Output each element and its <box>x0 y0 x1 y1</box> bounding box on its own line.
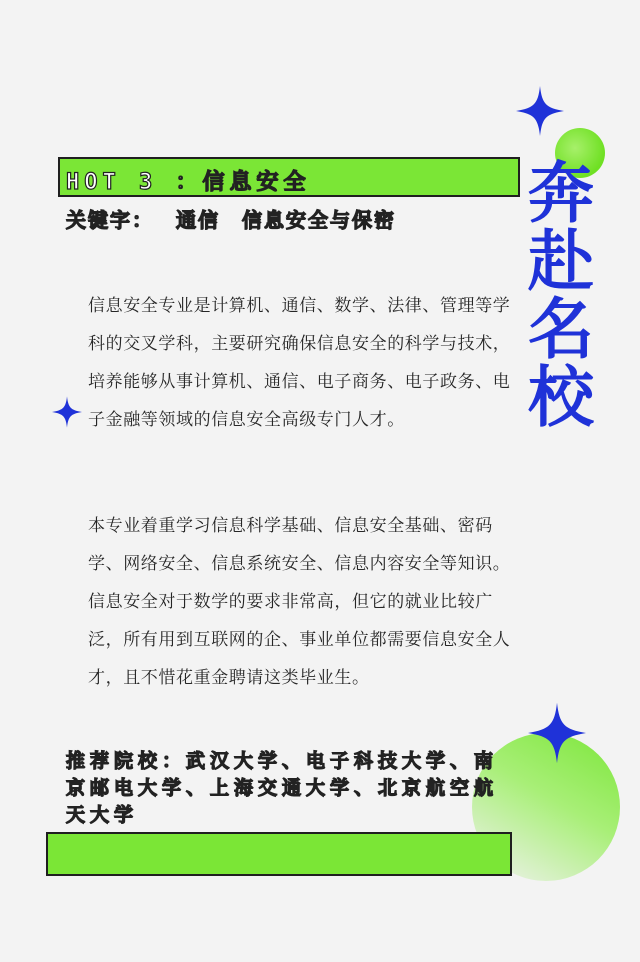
hot-title: HOT 3 ：信息安全 <box>66 170 311 195</box>
sparkle-icon-top <box>516 86 564 136</box>
sparkle-icon-bottom <box>528 702 586 764</box>
recommended-schools: 推荐院校：武汉大学、电子科技大学、南京邮电大学、上海交通大学、北京航空航天大学 <box>66 750 499 826</box>
intro-paragraph: 信息安全专业是计算机、通信、数学、法律、管理等学科的交叉学科，主要研究确保信息安全的科学与技术，培养能够从事计算机、通信、电子商务、电子政务、电子金融等领域的信息安全高级专门人才。 <box>88 296 511 430</box>
detail-paragraph: 本专业着重学习信息科学基础、信息安全基础、密码学、网络安全、信息系统安全、信息内容安全等知识。信息安全对于数学的要求非常高，但它的就业比较广泛，所有用到互联网的企、事业单位都需要信息安全人才，且不惜花重金聘请这类毕业生。 <box>88 516 511 688</box>
keywords-line <box>66 204 396 233</box>
keyword-security: 信息安全与保密 <box>242 208 396 232</box>
keyword-communication: 通信 <box>176 208 220 232</box>
footer-highlight-bar <box>46 832 512 876</box>
side-title: 奔赴名校 <box>528 155 594 436</box>
keywords-label: 关键字： <box>66 208 154 232</box>
sparkle-icon-left <box>52 395 82 429</box>
